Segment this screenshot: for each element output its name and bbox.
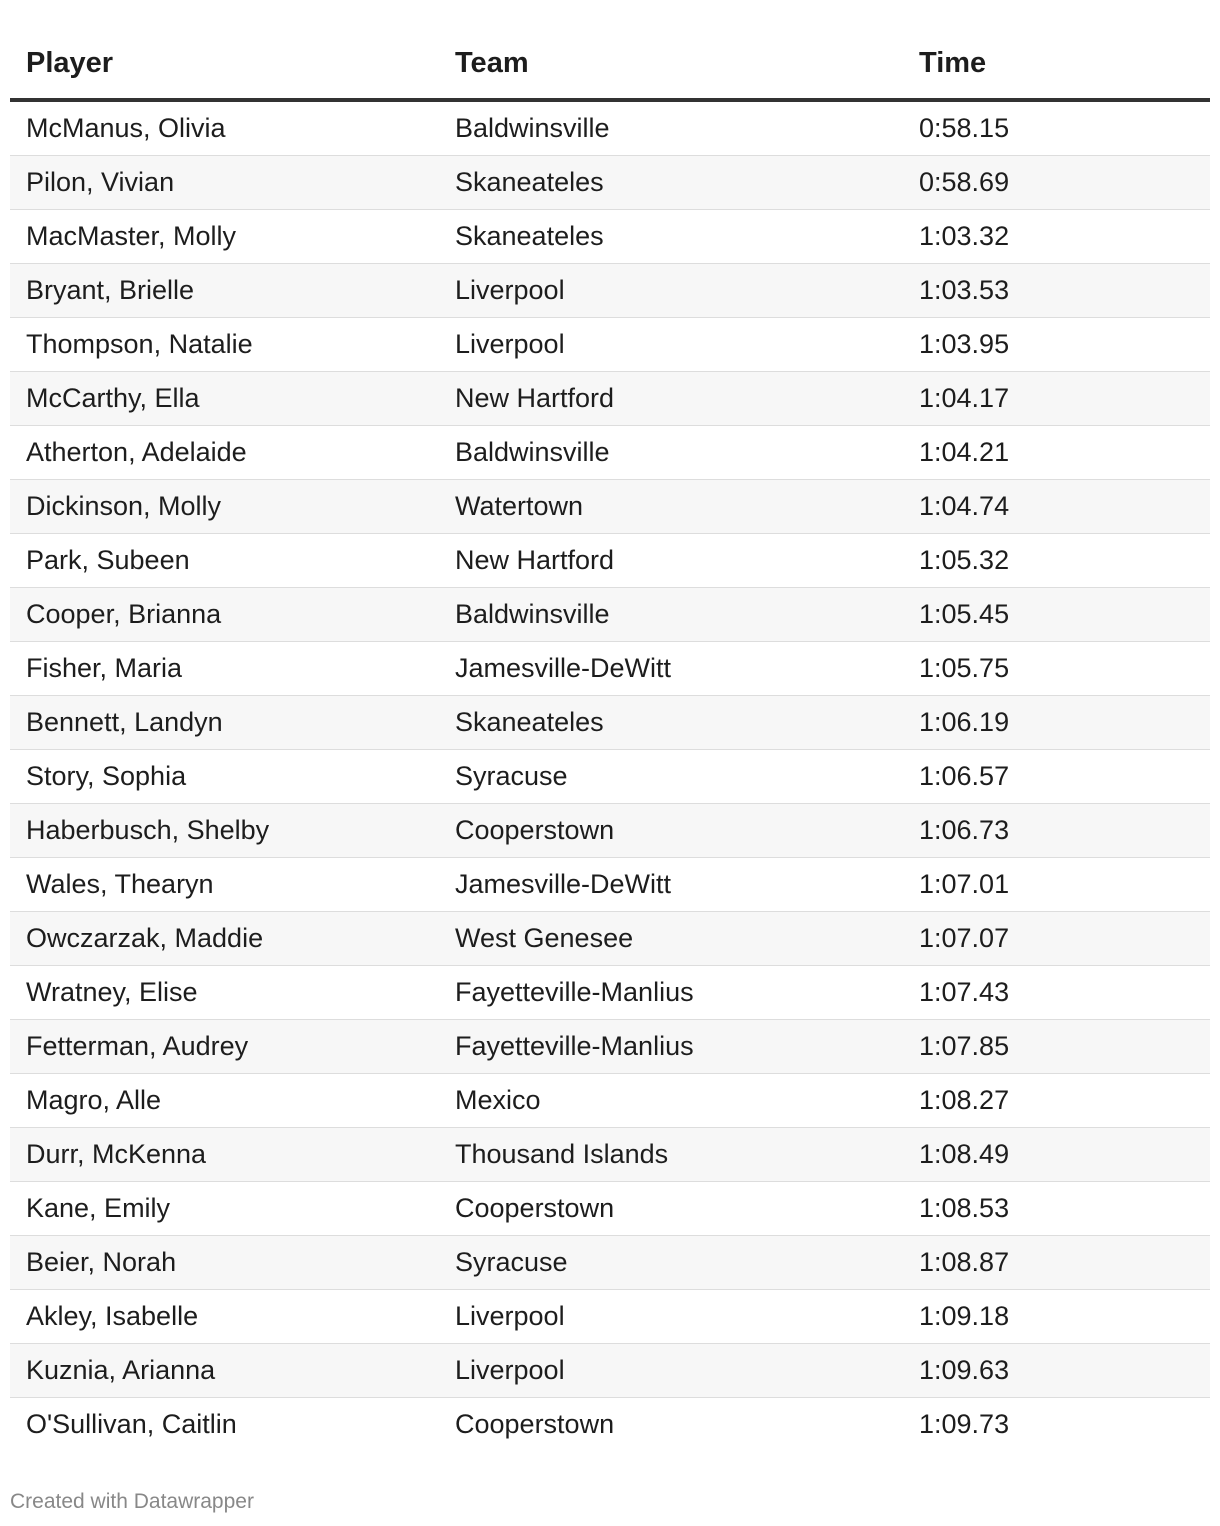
player-cell: Cooper, Brianna: [10, 588, 439, 642]
player-cell: McCarthy, Ella: [10, 372, 439, 426]
player-cell: O'Sullivan, Caitlin: [26, 1409, 237, 1439]
time-cell: 1:05.45: [903, 588, 1210, 642]
time-cell: 1:08.27: [903, 1074, 1210, 1128]
player-cell: Magro, Alle: [10, 1074, 439, 1128]
table-row: [10, 1236, 1210, 1290]
time-cell: 1:05.32: [903, 534, 1210, 588]
table-row: [10, 1290, 1210, 1344]
player-cell: Wales, Thearyn: [10, 858, 439, 912]
table-row: [10, 804, 1210, 858]
team-cell: Syracuse: [439, 750, 903, 804]
player-cell: Thompson, Natalie: [10, 318, 439, 372]
datawrapper-credit: Created with Datawrapper: [10, 1490, 254, 1513]
player-cell: Durr, McKenna: [10, 1128, 439, 1182]
team-cell: New Hartford: [439, 534, 903, 588]
team-cell: Liverpool: [439, 1344, 903, 1398]
team-cell: Cooperstown: [439, 1182, 903, 1236]
time-cell: 1:06.19: [903, 696, 1210, 750]
team-cell: Skaneateles: [439, 210, 903, 264]
table-body: [10, 100, 1210, 1451]
player-cell: Pilon, Vivian: [10, 156, 439, 210]
team-cell: Liverpool: [439, 318, 903, 372]
table-row: [10, 696, 1210, 750]
player-cell: Story, Sophia: [10, 750, 439, 804]
player-cell: McManus, Olivia: [10, 100, 439, 156]
time-cell: 1:09.73: [919, 1409, 1010, 1439]
time-cell: 1:03.95: [903, 318, 1210, 372]
team-cell: Cooperstown: [455, 1409, 615, 1439]
time-cell: 1:07.43: [903, 966, 1210, 1020]
table-row: [10, 966, 1210, 1020]
time-cell: 0:58.15: [903, 100, 1210, 156]
time-cell: 1:08.49: [903, 1128, 1210, 1182]
time-cell: 1:06.57: [903, 750, 1210, 804]
team-cell: Baldwinsville: [439, 426, 903, 480]
team-cell: West Genesee: [439, 912, 903, 966]
time-cell: 1:04.17: [903, 372, 1210, 426]
time-cell: 1:07.85: [903, 1020, 1210, 1074]
table-row: [10, 318, 1210, 372]
table-row: [10, 426, 1210, 480]
table-row: [10, 100, 1210, 156]
table-row: [10, 912, 1210, 966]
player-cell: Fisher, Maria: [10, 642, 439, 696]
team-cell: New Hartford: [439, 372, 903, 426]
table-row: [10, 210, 1210, 264]
table-row: [10, 750, 1210, 804]
table-row: [10, 858, 1210, 912]
table-row: [10, 156, 1210, 210]
team-cell: Thousand Islands: [439, 1128, 903, 1182]
table-row: [10, 1020, 1210, 1074]
team-cell: Fayetteville-Manlius: [439, 966, 903, 1020]
player-cell: Park, Subeen: [10, 534, 439, 588]
table-row: [10, 1182, 1210, 1236]
team-cell: Fayetteville-Manlius: [439, 1020, 903, 1074]
team-cell: Baldwinsville: [439, 588, 903, 642]
time-cell: 0:58.69: [903, 156, 1210, 210]
header-row: [10, 28, 1210, 100]
team-cell: Baldwinsville: [439, 100, 903, 156]
column-header-time[interactable]: Time: [903, 28, 1210, 100]
column-header-team[interactable]: Team: [439, 28, 903, 100]
team-cell: Skaneateles: [439, 696, 903, 750]
table-row: [10, 588, 1210, 642]
table-header: [10, 28, 1210, 100]
time-cell: 1:09.18: [903, 1290, 1210, 1344]
team-cell: Jamesville-DeWitt: [439, 858, 903, 912]
table-row: [10, 1344, 1210, 1398]
time-cell: 1:03.53: [903, 264, 1210, 318]
time-cell: 1:03.32: [903, 210, 1210, 264]
player-cell: Dickinson, Molly: [10, 480, 439, 534]
player-cell: Bennett, Landyn: [10, 696, 439, 750]
table-row: [10, 1128, 1210, 1182]
team-cell: Mexico: [439, 1074, 903, 1128]
time-cell: 1:06.73: [903, 804, 1210, 858]
team-cell: Cooperstown: [439, 804, 903, 858]
player-cell: Bryant, Brielle: [10, 264, 439, 318]
player-cell: Akley, Isabelle: [10, 1290, 439, 1344]
time-cell: 1:08.53: [903, 1182, 1210, 1236]
time-cell: 1:07.07: [903, 912, 1210, 966]
player-cell: MacMaster, Molly: [10, 210, 439, 264]
table-row: [10, 534, 1210, 588]
results-table-container: [10, 28, 1210, 1451]
table-row: [10, 480, 1210, 534]
time-cell: 1:05.75: [903, 642, 1210, 696]
table-row: [10, 264, 1210, 318]
table-row: [10, 642, 1210, 696]
team-cell: Liverpool: [439, 1290, 903, 1344]
player-cell: Fetterman, Audrey: [10, 1020, 439, 1074]
table-row: [10, 1398, 1210, 1452]
player-cell: Wratney, Elise: [10, 966, 439, 1020]
team-cell: Skaneateles: [439, 156, 903, 210]
time-cell: 1:07.01: [903, 858, 1210, 912]
player-cell: Beier, Norah: [10, 1236, 439, 1290]
player-cell: Kuznia, Arianna: [10, 1344, 439, 1398]
team-cell: Watertown: [439, 480, 903, 534]
table-row: [10, 1074, 1210, 1128]
player-cell: Kane, Emily: [10, 1182, 439, 1236]
team-cell: Liverpool: [439, 264, 903, 318]
time-cell: 1:04.21: [903, 426, 1210, 480]
player-cell: Haberbusch, Shelby: [10, 804, 439, 858]
time-cell: 1:04.74: [903, 480, 1210, 534]
team-cell: Syracuse: [439, 1236, 903, 1290]
time-cell: 1:08.87: [903, 1236, 1210, 1290]
column-header-player[interactable]: Player: [10, 28, 439, 100]
player-cell: Owczarzak, Maddie: [10, 912, 439, 966]
results-table: [10, 28, 1210, 1451]
team-cell: Jamesville-DeWitt: [439, 642, 903, 696]
table-row: [10, 372, 1210, 426]
time-cell: 1:09.63: [903, 1344, 1210, 1398]
player-cell: Atherton, Adelaide: [10, 426, 439, 480]
